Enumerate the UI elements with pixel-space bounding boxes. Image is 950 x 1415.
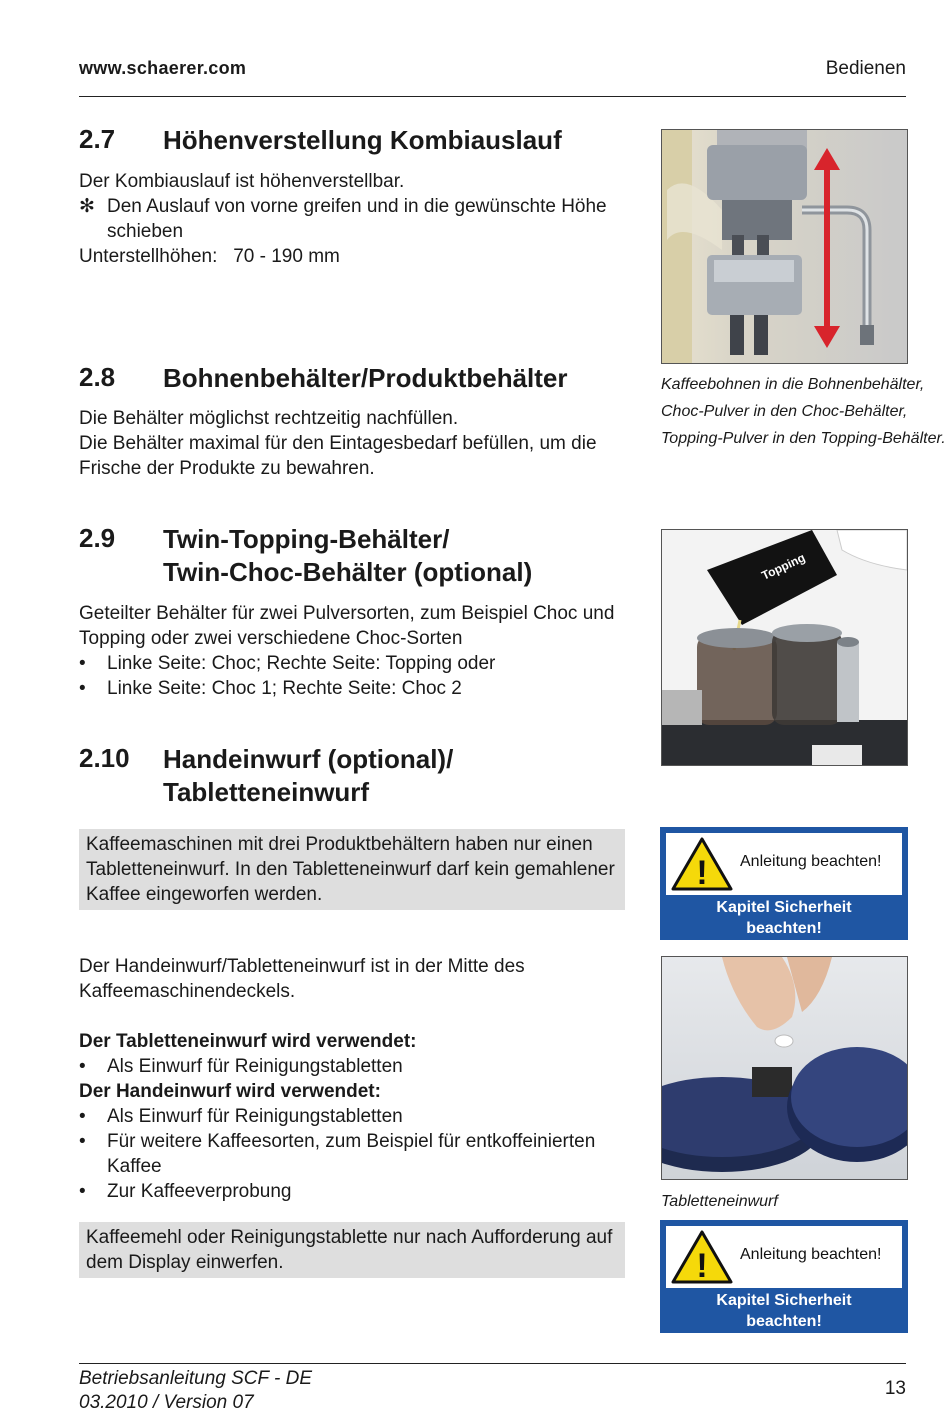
- heights-label: Unterstellhöhen:: [79, 246, 218, 267]
- section-2-7-step-text: Den Auslauf von vorne greifen und in die gewünschte Höhe schieben: [107, 196, 607, 242]
- warning-box-header: [666, 1226, 902, 1288]
- section-2-9-number: 2.9: [79, 523, 116, 553]
- header-section-name: Bedienen: [825, 58, 906, 79]
- section-2-9-intro: Geteilter Behälter für zwei Pulversorten, zum Beispiel Choc und Topping oder zwei verschiedene Choc-Sorten: [79, 603, 615, 649]
- list-item-text: Für weitere Kaffeesorten, zum Beispiel für entkoffeinierten Kaffee: [107, 1131, 596, 1177]
- list-item-text: Als Einwurf für Reinigungstabletten: [107, 1056, 403, 1077]
- section-2-8-number: 2.8: [79, 362, 116, 392]
- bullet-icon: •: [79, 1106, 86, 1127]
- photo-tablet-insert: [661, 956, 908, 1180]
- list-item-text: Zur Kaffeeverprobung: [107, 1181, 292, 1202]
- spacer: [79, 1004, 624, 1029]
- bullet-icon: •: [79, 678, 86, 699]
- section-2-7-number: 2.7: [79, 124, 116, 154]
- warning-footer-line: Kapitel Sicherheit: [716, 1292, 852, 1309]
- section-2-9-title-line: Twin-Choc-Behälter (optional): [163, 557, 533, 587]
- section-2-7-title: Höhenverstellung Kombiauslauf: [163, 125, 562, 155]
- warning-text: Anleitung beachten!: [740, 853, 882, 870]
- heights-value: 70 - 190 mm: [233, 246, 340, 267]
- section-2-7-line: Der Kombiauslauf ist höhenverstellbar.: [79, 171, 405, 192]
- list-item: [79, 1104, 624, 1129]
- warning-text: Anleitung beachten!: [740, 1246, 882, 1263]
- section-2-8-line: Die Behälter möglichst rechtzeitig nachfüllen.: [79, 408, 459, 429]
- section-2-9-title-line: Twin-Topping-Behälter/: [163, 524, 450, 554]
- warning-footer: [660, 897, 908, 939]
- section-2-8-line: Die Behälter maximal für den Eintagesbedarf befüllen, um die Frische der Produkte zu bewahren.: [79, 433, 597, 479]
- footer-divider: [79, 1363, 906, 1364]
- section-2-10-title-line: Handeinwurf (optional)/: [163, 744, 454, 774]
- section-2-7-heights: [79, 244, 639, 269]
- list-item: [79, 651, 639, 676]
- tablet-photo-illustration: [662, 957, 907, 1179]
- photo-spout-adjustment: [661, 129, 908, 364]
- tablet-insert-heading: Der Tabletteneinwurf wird verwendet:: [79, 1031, 417, 1052]
- containers-photo-illustration: [662, 530, 907, 765]
- step-marker-icon: ✻: [79, 196, 95, 217]
- section-2-7-body: [79, 169, 639, 269]
- footer-document-info: [79, 1367, 312, 1415]
- section-2-10-title-line: Tabletteneinwurf: [163, 777, 370, 807]
- list-item: [79, 676, 639, 701]
- caption-line: Kaffeebohnen in die Bohnenbehälter,: [661, 376, 925, 393]
- section-2-7-step: [79, 194, 639, 244]
- photo-filling-containers: [661, 529, 908, 766]
- page-number: 13: [884, 1378, 906, 1399]
- warning-box: [660, 827, 908, 940]
- bullet-icon: •: [79, 1181, 86, 1202]
- warning-footer-line: beachten!: [746, 920, 822, 937]
- warning-footer: [660, 1290, 908, 1332]
- bullet-icon: •: [79, 653, 86, 674]
- section-2-10-body: [79, 954, 624, 1204]
- list-item: [79, 1129, 624, 1179]
- warning-footer-line: Kapitel Sicherheit: [716, 899, 852, 916]
- section-2-10-number: 2.10: [79, 743, 130, 773]
- warning-symbol: !: [696, 854, 708, 892]
- warning-footer-line: beachten!: [746, 1313, 822, 1330]
- section-2-9-title: [163, 523, 532, 589]
- footer-version: 03.2010 / Version 07: [79, 1392, 254, 1413]
- hand-insert-heading: Der Handeinwurf wird verwendet:: [79, 1081, 381, 1102]
- bag-label: Topping: [759, 550, 808, 583]
- warning-box-header: [666, 833, 902, 895]
- note-box-display-prompt: Kaffeemehl oder Reinigungstablette nur nach Aufforderung auf dem Display einwerfen.: [79, 1222, 625, 1278]
- warning-triangle-icon: [670, 1229, 734, 1285]
- bullet-icon: •: [79, 1056, 86, 1077]
- footer-document-title: Betriebsanleitung SCF - DE: [79, 1368, 313, 1389]
- caption-line: Choc-Pulver in den Choc-Behälter,: [661, 403, 908, 420]
- list-item-text: Als Einwurf für Reinigungstabletten: [107, 1106, 403, 1127]
- caption-containers: [661, 374, 946, 455]
- list-item-text: Linke Seite: Choc; Rechte Seite: Topping oder: [107, 653, 496, 674]
- list-item: [79, 1179, 624, 1204]
- warning-box: [660, 1220, 908, 1333]
- header-site-url: www.schaerer.com: [79, 58, 247, 78]
- bullet-icon: •: [79, 1131, 86, 1152]
- section-2-9-body: [79, 601, 639, 701]
- list-item-text: Linke Seite: Choc 1; Rechte Seite: Choc 2: [107, 678, 462, 699]
- section-2-10-location: Der Handeinwurf/Tabletteneinwurf ist in der Mitte des Kaffeemaschinendeckels.: [79, 956, 525, 1002]
- caption-line: Topping-Pulver in den Topping-Behälter.: [661, 430, 946, 447]
- spout-photo-illustration: [662, 130, 907, 363]
- warning-triangle-icon: [670, 836, 734, 892]
- warning-symbol: !: [696, 1247, 708, 1285]
- section-2-8-title: Bohnenbehälter/Produktbehälter: [163, 363, 568, 393]
- header-divider: [79, 96, 906, 97]
- section-2-8-body: [79, 406, 619, 481]
- list-item: [79, 1054, 624, 1079]
- note-box-tablet-insert: Kaffeemaschinen mit drei Produktbehältern haben nur einen Tabletteneinwurf. In den Tabletteneinwurf darf kein gemahlener Kaffee eingeworfen werden.: [79, 829, 625, 910]
- section-2-10-title: [163, 743, 453, 809]
- caption-tablet-insert: Tabletteneinwurf: [661, 1193, 778, 1210]
